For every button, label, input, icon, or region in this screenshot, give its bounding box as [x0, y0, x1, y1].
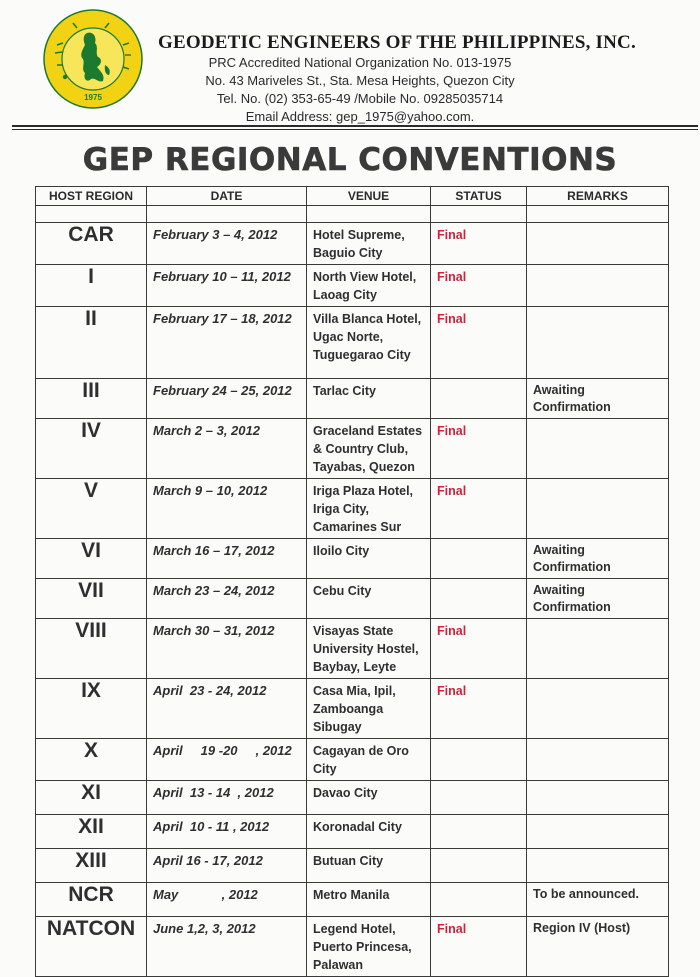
table-row: [36, 539, 669, 579]
conventions-table: [35, 186, 669, 977]
status-cell: [431, 849, 527, 883]
remarks-cell: To be announced.: [527, 883, 669, 917]
status-cell: [431, 739, 527, 781]
remarks-cell: [527, 781, 669, 815]
venue-cell: Metro Manila: [307, 883, 431, 917]
date-cell: February 3 – 4, 2012: [147, 223, 307, 265]
address-line: No. 43 Mariveles St., Sta. Mesa Heights, Quezon City: [205, 73, 515, 88]
remarks-cell: [527, 265, 669, 307]
region-cell: V: [36, 479, 147, 539]
venue-cell: Tarlac City: [307, 379, 431, 419]
region-cell: VII: [36, 579, 147, 619]
status-cell: [431, 579, 527, 619]
venue-cell: Villa Blanca Hotel, Ugac Norte, Tuguegarao City: [307, 307, 431, 379]
region-cell: I: [36, 265, 147, 307]
table-row: [36, 479, 669, 539]
table-row: [36, 739, 669, 781]
date-cell: April 10 - 11 , 2012: [147, 815, 307, 849]
venue-cell: Visayas State University Hostel, Baybay, Leyte: [307, 619, 431, 679]
email-line: Email Address: gep_1975@yahoo.com.: [245, 109, 475, 124]
status-cell: Final: [431, 619, 527, 679]
header-venue: VENUE: [307, 187, 431, 206]
remarks-cell: [527, 849, 669, 883]
table-row: [36, 815, 669, 849]
region-cell: III: [36, 379, 147, 419]
status-cell: Final: [431, 917, 527, 977]
date-cell: April 19 -20 , 2012: [147, 739, 307, 781]
venue-cell: Hotel Supreme, Baguio City: [307, 223, 431, 265]
date-cell: March 9 – 10, 2012: [147, 479, 307, 539]
status-cell: Final: [431, 265, 527, 307]
table-row: [36, 849, 669, 883]
accreditation-line: PRC Accredited National Organization No. 013-1975: [208, 55, 512, 70]
region-cell: X: [36, 739, 147, 781]
table-row: [36, 419, 669, 479]
region-cell: VIII: [36, 619, 147, 679]
region-cell: XIII: [36, 849, 147, 883]
remarks-cell: [527, 679, 669, 739]
table-header-row: [36, 187, 669, 206]
venue-cell: Butuan City: [307, 849, 431, 883]
header-divider-thin: [12, 129, 698, 130]
region-cell: IX: [36, 679, 147, 739]
date-cell: April 13 - 14 , 2012: [147, 781, 307, 815]
header-remarks: REMARKS: [527, 187, 669, 206]
venue-cell: Legend Hotel, Puerto Princesa, Palawan: [307, 917, 431, 977]
date-cell: February 10 – 11, 2012: [147, 265, 307, 307]
status-cell: [431, 815, 527, 849]
date-cell: February 17 – 18, 2012: [147, 307, 307, 379]
region-cell: NCR: [36, 883, 147, 917]
venue-cell: Cagayan de Oro City: [307, 739, 431, 781]
venue-cell: Koronadal City: [307, 815, 431, 849]
venue-cell: Davao City: [307, 781, 431, 815]
region-cell: II: [36, 307, 147, 379]
table-row: [36, 679, 669, 739]
status-cell: Final: [431, 679, 527, 739]
header-date: DATE: [147, 187, 307, 206]
date-cell: April 23 - 24, 2012: [147, 679, 307, 739]
table-row: [36, 579, 669, 619]
remarks-cell: [527, 419, 669, 479]
venue-cell: Iloilo City: [307, 539, 431, 579]
date-cell: June 1,2, 3, 2012: [147, 917, 307, 977]
table-row: [36, 307, 669, 379]
region-cell: XI: [36, 781, 147, 815]
date-cell: May , 2012: [147, 883, 307, 917]
table-row: [36, 781, 669, 815]
date-cell: April 16 - 17, 2012: [147, 849, 307, 883]
table-row: [36, 265, 669, 307]
date-cell: March 30 – 31, 2012: [147, 619, 307, 679]
remarks-cell: [527, 739, 669, 781]
status-cell: Final: [431, 307, 527, 379]
table-row: [36, 917, 669, 977]
remarks-cell: [527, 619, 669, 679]
remarks-cell: [527, 307, 669, 379]
date-cell: March 16 – 17, 2012: [147, 539, 307, 579]
header-status: STATUS: [431, 187, 527, 206]
remarks-cell: [527, 479, 669, 539]
region-cell: IV: [36, 419, 147, 479]
remarks-cell: [527, 815, 669, 849]
status-cell: [431, 379, 527, 419]
status-cell: [431, 781, 527, 815]
document-title: GEP REGIONAL CONVENTIONS: [82, 142, 618, 178]
status-cell: Final: [431, 223, 527, 265]
phone-line: Tel. No. (02) 353-65-49 /Mobile No. 09285035714: [216, 91, 504, 106]
region-cell: VI: [36, 539, 147, 579]
date-cell: March 23 – 24, 2012: [147, 579, 307, 619]
venue-cell: Iriga Plaza Hotel, Iriga City, Camarines Sur: [307, 479, 431, 539]
table-row: [36, 619, 669, 679]
status-cell: [431, 539, 527, 579]
blank-row: [36, 206, 669, 223]
date-cell: February 24 – 25, 2012: [147, 379, 307, 419]
header-host-region: HOST REGION: [36, 187, 147, 206]
seal-year: 1975: [84, 93, 102, 102]
remarks-cell: Awaiting Confirmation: [527, 379, 669, 419]
remarks-cell: [527, 223, 669, 265]
region-cell: NATCON: [36, 917, 147, 977]
remarks-cell: Awaiting Confirmation: [527, 539, 669, 579]
status-cell: Final: [431, 479, 527, 539]
remarks-cell: Region IV (Host): [527, 917, 669, 977]
organization-name: GEODETIC ENGINEERS OF THE PHILIPPINES, INC.: [158, 32, 636, 53]
table-row: [36, 379, 669, 419]
venue-cell: Graceland Estates & Country Club, Tayabas, Quezon: [307, 419, 431, 479]
venue-cell: Cebu City: [307, 579, 431, 619]
header-divider: [12, 125, 698, 127]
table-row: [36, 883, 669, 917]
table-row: [36, 223, 669, 265]
region-cell: XII: [36, 815, 147, 849]
remarks-cell: Awaiting Confirmation: [527, 579, 669, 619]
venue-cell: North View Hotel, Laoag City: [307, 265, 431, 307]
gep-seal-logo: [43, 9, 143, 109]
date-cell: March 2 – 3, 2012: [147, 419, 307, 479]
region-cell: CAR: [36, 223, 147, 265]
status-cell: [431, 883, 527, 917]
venue-cell: Casa Mia, Ipil, Zamboanga Sibugay: [307, 679, 431, 739]
status-cell: Final: [431, 419, 527, 479]
